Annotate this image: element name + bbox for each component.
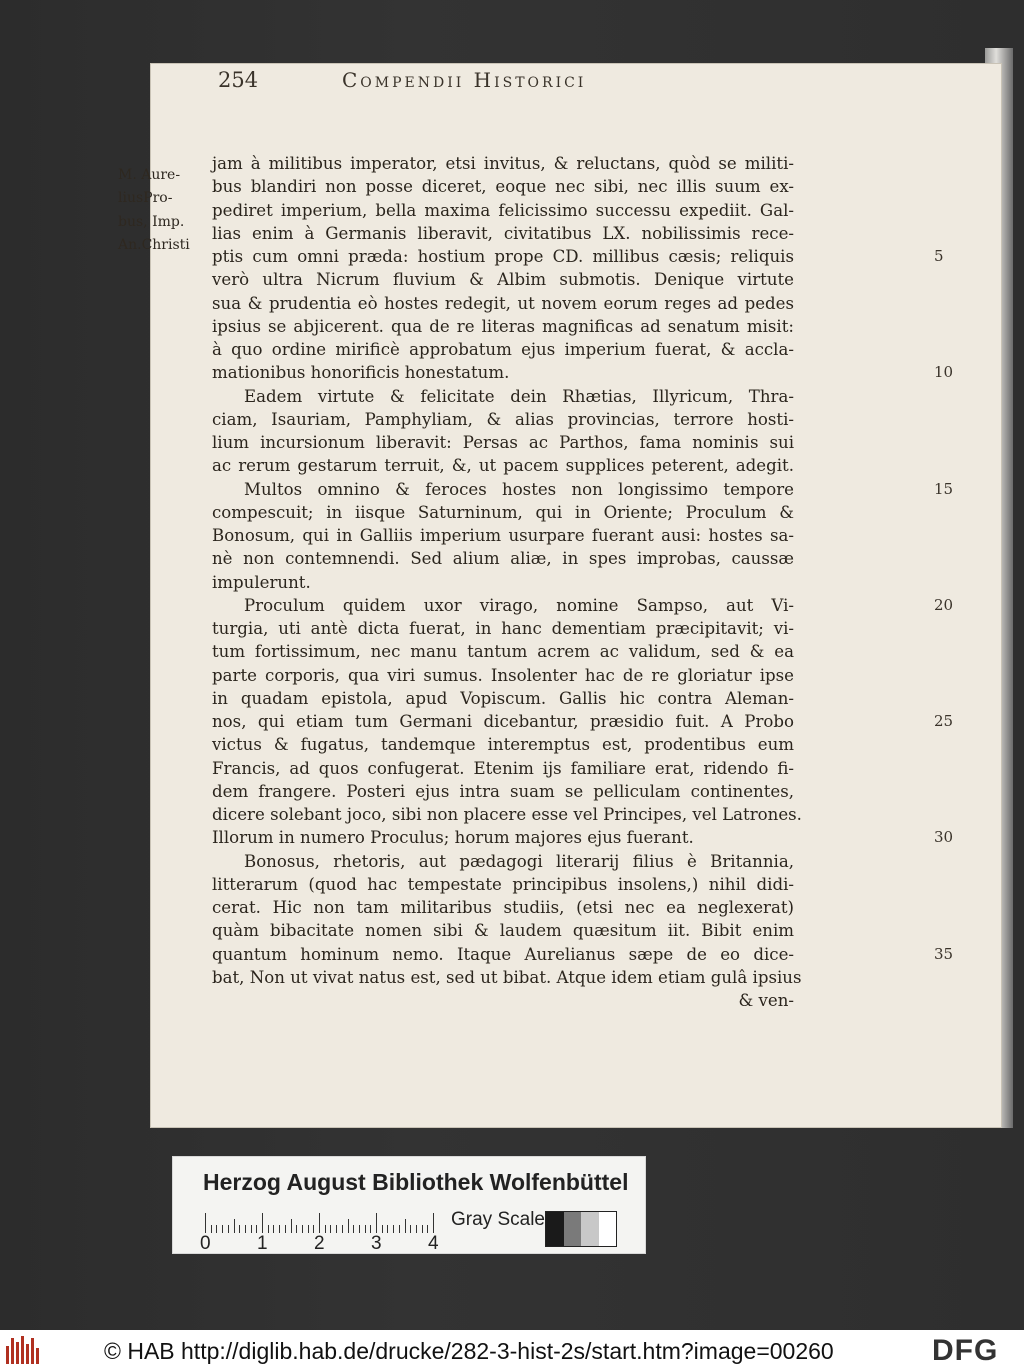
text-line: litterarum (quod hac tempestate principibus insolens,) nihil didi-	[212, 874, 794, 894]
footer-url[interactable]: © HAB http://diglib.hab.de/drucke/282-3-hist-2s/start.htm?image=00260	[104, 1338, 834, 1364]
text-line: victus & fugatus, tandemque interemptus est, prodentibus eum	[212, 735, 794, 755]
text-line: jam à militibus imperator, etsi invitus, & reluctans, quòd se militi-	[212, 154, 794, 173]
text-line: dem frangere. Posteri ejus intra suam se pelliculam continentes,	[212, 781, 794, 801]
ruler-tick	[405, 1219, 406, 1233]
color-reference-bar	[172, 1156, 646, 1254]
library-name: Herzog August Bibliothek Wolfenbüttel	[203, 1169, 629, 1195]
footer-bar	[0, 1330, 1024, 1372]
ruler-tick	[376, 1213, 377, 1233]
ruler-tick	[285, 1225, 286, 1233]
text-line: quantum hominum nemo. Itaque Aurelianus sæpe de eo dice-	[212, 944, 794, 964]
margin-note: liusPro-	[118, 190, 173, 207]
line-number: 35	[934, 944, 954, 963]
line-number: 10	[934, 363, 954, 382]
text-line: pediret imperium, bella maxima felicissimo successu expediit. Gal-	[212, 200, 794, 220]
ruler-tick	[262, 1213, 263, 1233]
text-line: à quo ordine mirificè approbatum ejus imperium fuerat, & accla-	[212, 340, 794, 359]
line-number: 5	[934, 247, 944, 265]
ruler-tick	[382, 1225, 383, 1233]
ruler-tick	[319, 1213, 320, 1233]
text-line: Illorum in numero Proculus; horum majores ejus fuerant.	[212, 828, 694, 848]
page-header	[218, 68, 818, 94]
margin-note: bus, Imp.	[118, 213, 185, 230]
ruler-tick	[222, 1225, 223, 1233]
gray-swatch	[564, 1212, 582, 1246]
ruler-number: 0	[200, 1233, 211, 1254]
ruler-tick	[330, 1225, 331, 1233]
text-line: nos, qui etiam tum Germani dicebantur, præsidio fuit. A Probo	[212, 712, 794, 731]
ruler-tick	[313, 1225, 314, 1233]
ruler-tick	[393, 1225, 394, 1233]
text-line: ipsius se abjicerent. qua de re literas magnificas ad senatum misit:	[212, 316, 794, 336]
ruler-tick	[348, 1219, 349, 1233]
ruler-tick	[370, 1225, 371, 1233]
ruler-tick	[336, 1225, 337, 1233]
ruler-tick	[399, 1225, 400, 1233]
ruler-tick	[427, 1225, 428, 1233]
text-line: bat, Non ut vivat natus est, sed ut bibat. Atque idem etiam gulâ ipsius	[212, 967, 802, 987]
ruler-tick	[359, 1225, 360, 1233]
ruler-tick	[296, 1225, 297, 1233]
ruler-number: 2	[314, 1233, 325, 1254]
ruler-tick	[342, 1225, 343, 1233]
ruler-tick	[422, 1225, 423, 1233]
text-line: Bonosus, rhetoris, aut pædagogi literarij filius è Britannia,	[244, 851, 794, 871]
gray-swatch	[546, 1212, 564, 1246]
ruler-tick	[228, 1225, 229, 1233]
text-line: ciam, Isauriam, Pamphyliam, & alias provincias, terrore hosti-	[212, 409, 794, 429]
line-number: 25	[934, 712, 954, 730]
text-line: nè non contemnendi. Sed alium aliæ, in spes improbas, caussæ	[212, 549, 794, 569]
line-number: 15	[934, 479, 954, 498]
ruler-tick	[433, 1213, 434, 1233]
ruler-tick	[302, 1225, 303, 1233]
dfg-logo: DFG	[932, 1334, 999, 1367]
running-title: Compendii Historici	[342, 68, 587, 92]
ruler-tick	[353, 1225, 354, 1233]
text-line: quàm bibacitate nomen sibi & laudem quæsitum iit. Bibit enim	[212, 921, 794, 941]
margin-note: M. Aure-	[118, 167, 181, 183]
ruler-tick	[291, 1219, 292, 1233]
text-line: Proculum quidem uxor virago, nomine Sampso, aut Vi-	[244, 595, 794, 615]
text-line: in quadam epistola, apud Vopiscum. Gallis hic contra Aleman-	[212, 688, 794, 708]
text-line: cerat. Hic non tam militaribus studiis, (etsi nec ea neglexerat)	[212, 898, 794, 917]
text-line: mationibus honorificis honestatum.	[212, 363, 510, 383]
text-line: lias enim à Germanis liberavit, civitatibus LX. nobilissimis rece-	[212, 223, 794, 243]
text-line: dicere solebant joco, sibi non placere esse vel Principes, vel Latrones.	[212, 805, 802, 824]
text-line: sua & prudentia eò hostes redegit, ut novem eorum reges ad pedes	[212, 293, 794, 313]
line-number: 30	[934, 828, 954, 847]
ruler-tick	[365, 1225, 366, 1233]
ruler-tick	[216, 1225, 217, 1233]
text-line: Multos omnino & feroces hostes non longissimo tempore	[244, 479, 794, 499]
margin-note: An.Christi	[118, 237, 190, 254]
text-line: Francis, ad quos confugerat. Etenim ijs familiare erat, ridendo fi-	[212, 758, 794, 778]
grayscale-swatches	[545, 1211, 617, 1247]
text-line: compescuit; in iisque Saturninum, qui in Oriente; Proculum &	[212, 502, 794, 522]
ruler-number: 3	[371, 1233, 382, 1254]
ruler-tick	[325, 1225, 326, 1233]
ruler-tick	[273, 1225, 274, 1233]
ruler-tick	[205, 1213, 206, 1233]
ruler-tick	[234, 1219, 235, 1233]
ruler-tick	[239, 1225, 240, 1233]
text-line: parte corporis, qua viri sumus. Insolenter hac de re gloriatur ipse	[212, 665, 794, 685]
body-text	[212, 152, 802, 1012]
hab-logo-icon	[6, 1336, 46, 1364]
text-line: ac rerum gestarum terruit, &, ut pacem supplices peterent, adegit.	[212, 456, 794, 476]
page-number: 254	[218, 68, 259, 92]
ruler-number: 4	[428, 1233, 439, 1254]
text-line: impulerunt.	[212, 572, 311, 592]
ruler-tick	[256, 1225, 257, 1233]
text-line: ptis cum omni præda: hostium prope CD. millibus cæsis; reliquis	[212, 247, 794, 266]
text-line: verò ultra Nicrum fluvium & Albim submotis. Denique virtute	[212, 270, 794, 290]
ruler-tick	[268, 1225, 269, 1233]
gray-swatch	[581, 1212, 599, 1246]
ruler-tick	[251, 1225, 252, 1233]
text-line: & ven-	[738, 991, 794, 1010]
text-line: Eadem virtute & felicitate dein Rhætias, Illyricum, Thra-	[244, 386, 794, 406]
ruler-tick	[387, 1225, 388, 1233]
ruler-tick	[245, 1225, 246, 1233]
text-line: bus blandiri non posse diceret, eoque nec sibi, nec illis suum ex-	[212, 177, 794, 197]
ruler-tick	[211, 1225, 212, 1233]
text-line: lium incursionum liberavit: Persas ac Parthos, fama nominis sui	[212, 433, 794, 452]
ruler-number: 1	[257, 1233, 268, 1254]
text-line: Bonosum, qui in Galliis imperium usurpare fuerant ausi: hostes sa-	[212, 526, 794, 545]
ruler-tick	[416, 1225, 417, 1233]
ruler-tick	[308, 1225, 309, 1233]
ruler-tick	[410, 1225, 411, 1233]
gray-swatch	[599, 1212, 617, 1246]
ruler-tick	[279, 1225, 280, 1233]
grayscale-label: Gray Scale	[451, 1209, 545, 1230]
text-line: turgia, uti antè dicta fuerat, in hanc dementiam præcipitavit; vi-	[212, 619, 794, 638]
ruler	[205, 1213, 435, 1233]
text-line: tum fortissimum, nec manu tantum acrem ac validum, sed & ea	[212, 642, 794, 662]
line-number: 20	[934, 595, 954, 614]
